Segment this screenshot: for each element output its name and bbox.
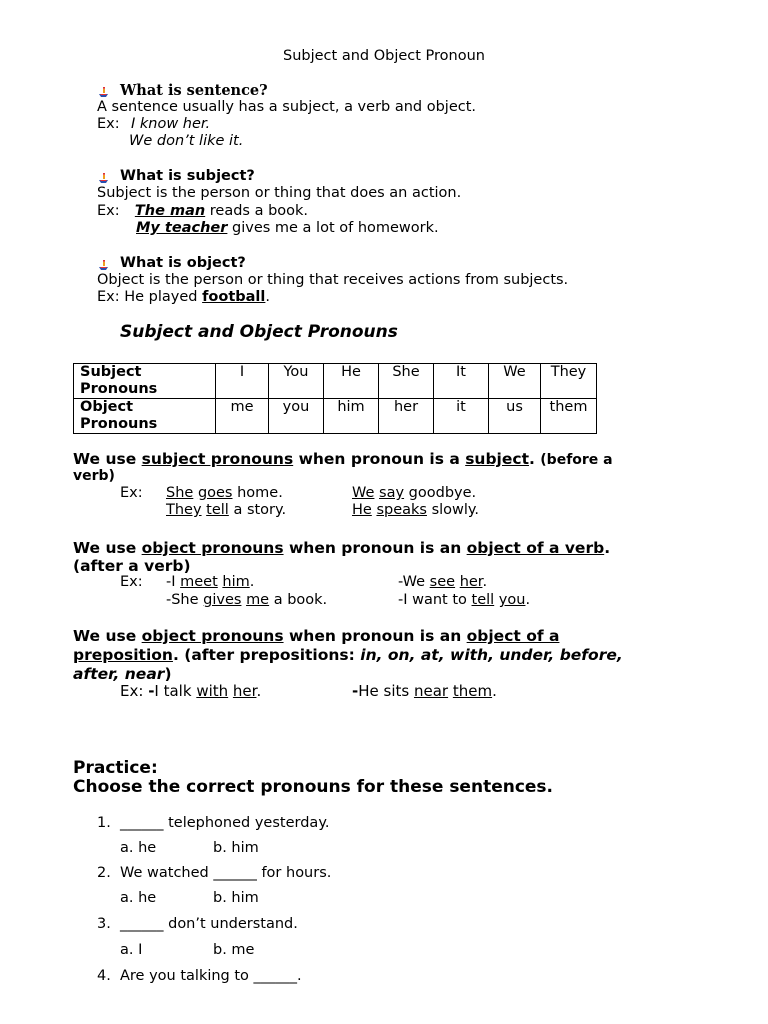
section-heading: What is subject? — [120, 168, 255, 184]
table-cell: you — [269, 399, 324, 434]
example-label: Ex: — [120, 485, 143, 501]
answer-option: a. he — [120, 890, 157, 906]
table-cell: it — [434, 399, 489, 434]
row-header: Object Pronouns — [74, 399, 216, 434]
example-subject: My teacher — [136, 220, 228, 236]
rule-object-of-verb: We use object pronouns when pronoun is an object of a verb. — [73, 539, 611, 557]
definition-text: Subject is the person or thing that does an action. — [97, 185, 462, 201]
example-subject: The man — [134, 203, 206, 219]
answer-option: b. him — [213, 840, 259, 856]
practice-instruction: Choose the correct pronouns for these sentences. — [73, 777, 554, 797]
pronoun-table — [73, 363, 597, 434]
table-cell: It — [434, 364, 489, 399]
example-sentence: We don’t like it. — [129, 133, 244, 149]
example-sentence: I know her. — [131, 116, 211, 132]
question-number: 2. — [97, 865, 111, 881]
example-sentence: -He sits near them. — [352, 682, 497, 700]
question-text: ______ telephoned yesterday. — [120, 815, 330, 831]
table-cell: She — [379, 364, 434, 399]
page-title: Subject and Object Pronoun — [283, 48, 485, 64]
example-label: Ex: — [97, 116, 120, 132]
definition-text: A sentence usually has a subject, a verb and object. — [97, 99, 477, 115]
example-sentence: She goes home. — [166, 485, 283, 501]
bullet-icon — [97, 171, 110, 184]
example-rest: reads a book. — [205, 203, 309, 219]
rule-object-of-preposition: We use object pronouns when pronoun is an object of a — [73, 627, 560, 645]
table-cell: They — [541, 364, 597, 399]
example-rest: gives me a lot of homework. — [227, 220, 439, 236]
question-text: Are you talking to ______. — [120, 968, 302, 984]
question-number: 1. — [97, 815, 111, 831]
section-heading: What is sentence? — [120, 82, 268, 99]
row-header: Subject Pronouns — [74, 364, 216, 399]
answer-option: b. him — [213, 890, 259, 906]
table-cell: him — [324, 399, 379, 434]
question-text: ______ don’t understand. — [120, 916, 298, 932]
table-cell: I — [216, 364, 269, 399]
example-label: Ex: — [120, 574, 143, 590]
table-cell: You — [269, 364, 324, 399]
answer-option: a. he — [120, 840, 157, 856]
practice-title: Practice: — [73, 758, 158, 778]
rule-continuation: after, near) — [73, 665, 172, 683]
answer-option: a. I — [120, 942, 143, 958]
rule-subject-pronouns: We use subject pronouns when pronoun is a subject. (before a — [73, 450, 613, 468]
example-sentence: -I meet him. — [166, 574, 255, 590]
example-sentence: He speaks slowly. — [352, 502, 480, 518]
example-object: football — [202, 289, 266, 305]
example-sentence: They tell a story. — [166, 502, 287, 518]
bullet-icon — [97, 85, 110, 98]
section-heading: What is object? — [120, 255, 246, 271]
table-row — [74, 364, 597, 399]
answer-option: b. me — [213, 942, 255, 958]
definition-text: Object is the person or thing that receives actions from subjects. — [97, 272, 569, 288]
rule-continuation: preposition. (after prepositions: in, on, at, with, under, before, — [73, 646, 623, 664]
question-text: We watched ______ for hours. — [120, 865, 332, 881]
table-cell: them — [541, 399, 597, 434]
example-sentence: -She gives me a book. — [166, 592, 328, 608]
rule-continuation: verb) — [73, 468, 115, 484]
table-cell: We — [489, 364, 541, 399]
example-sentence: Ex: -I talk with her. — [120, 682, 262, 700]
example-label: Ex: — [97, 203, 120, 219]
bullet-icon — [97, 258, 110, 271]
table-title: Subject and Object Pronouns — [120, 322, 398, 342]
example-sentence: -I want to tell you. — [398, 592, 531, 608]
rule-continuation: (after a verb) — [73, 557, 191, 575]
example-text: Ex: He played — [97, 289, 203, 305]
table-row — [74, 399, 597, 434]
table-cell: He — [324, 364, 379, 399]
table-cell: us — [489, 399, 541, 434]
example-sentence: We say goodbye. — [352, 485, 477, 501]
question-number: 4. — [97, 968, 111, 984]
question-number: 3. — [97, 916, 111, 932]
table-cell: me — [216, 399, 269, 434]
example-sentence: -We see her. — [398, 574, 488, 590]
table-cell: her — [379, 399, 434, 434]
example-text: . — [265, 289, 270, 305]
